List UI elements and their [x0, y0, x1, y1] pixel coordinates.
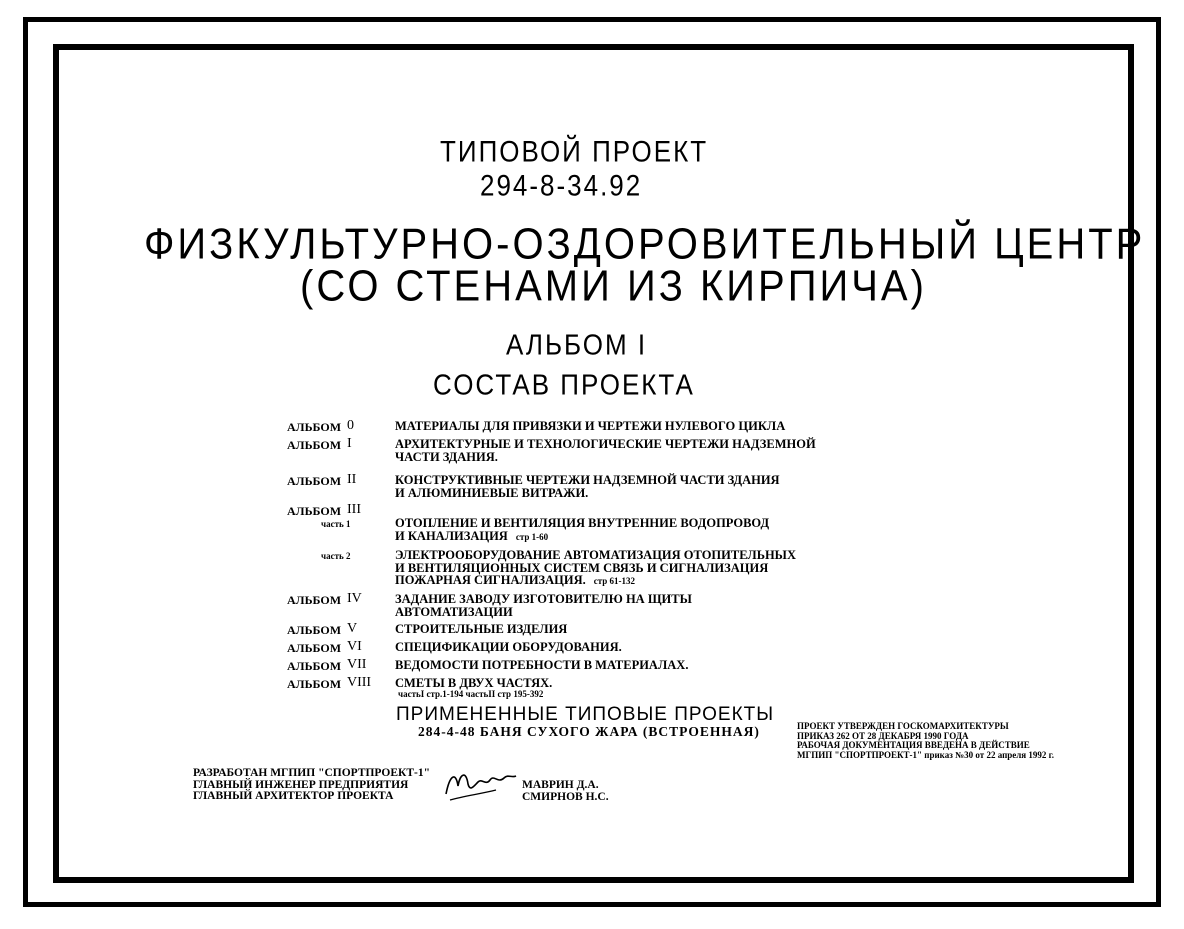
album-description-line: ОТОПЛЕНИЕ И ВЕНТИЛЯЦИЯ ВНУТРЕННИЕ ВОДОПРОВОД — [395, 516, 770, 530]
developer-block — [193, 768, 430, 803]
album-description-line: ЧАСТИ ЗДАНИЯ. — [395, 449, 498, 464]
album-number: III — [347, 502, 361, 517]
album-row-label: АЛЬБОМ — [287, 641, 342, 655]
album-row-label: АЛЬБОМ — [287, 474, 342, 488]
album-description-line: КОНСТРУКТИВНЫЕ ЧЕРТЕЖИ НАДЗЕМНОЙ ЧАСТИ ЗДАНИЯ — [395, 473, 780, 487]
album-description-line — [395, 530, 548, 544]
album-description-line: ВЕДОМОСТИ ПОТРЕБНОСТИ В МАТЕРИАЛАХ. — [395, 658, 689, 672]
chief-engineer-label: ГЛАВНЫЙ ИНЖЕНЕР ПРЕДПРИЯТИЯ — [193, 778, 409, 791]
album-number: V — [347, 621, 358, 636]
album-description-line: И ВЕНТИЛЯЦИОННЫХ СИСТЕМ СВЯЗЬ И СИГНАЛИЗАЦИЯ — [395, 560, 769, 575]
album-number: II — [347, 472, 357, 487]
album-description-line: ЗАДАНИЕ ЗАВОДУ ИЗГОТОВИТЕЛЮ НА ЩИТЫ — [395, 592, 692, 606]
approval-line: РАБОЧАЯ ДОКУМЕНТАЦИЯ ВВЕДЕНА В ДЕЙСТВИЕ — [797, 740, 1030, 750]
approval-line: ПРИКАЗ 262 ОТ 28 ДЕКАБРЯ 1990 ГОДА — [797, 730, 969, 741]
project-title-line2: (СО СТЕНАМИ ИЗ КИРПИЧА) — [300, 262, 927, 311]
album-description-line: СМЕТЫ В ДВУХ ЧАСТЯХ. — [395, 676, 553, 690]
album-description-line — [395, 574, 635, 588]
album-description-line: ЭЛЕКТРООБОРУДОВАНИЕ АВТОМАТИЗАЦИЯ ОТОПИТЕЛЬНЫХ — [395, 548, 796, 562]
project-title-line1: ФИЗКУЛЬТУРНО-ОЗДОРОВИТЕЛЬНЫЙ ЦЕНТР — [144, 220, 1146, 269]
page-range: стр 61-132 — [593, 576, 636, 586]
chief-architect-label: ГЛАВНЫЙ АРХИТЕКТОР ПРОЕКТА — [193, 790, 394, 802]
album-row-label: АЛЬБОМ — [287, 420, 342, 434]
album-number: VII — [347, 657, 367, 672]
album-description-line: МАТЕРИАЛЫ ДЛЯ ПРИВЯЗКИ И ЧЕРТЕЖИ НУЛЕВОГО ЦИКЛА — [395, 419, 786, 433]
album-description-line: АРХИТЕКТУРНЫЕ И ТЕХНОЛОГИЧЕСКИЕ ЧЕРТЕЖИ НАДЗЕМНОЙ — [395, 437, 816, 451]
page-range: стр 1-60 — [515, 531, 549, 542]
album-label: АЛЬБОМ I — [506, 328, 648, 361]
album-row-label: АЛЬБОМ — [287, 677, 342, 691]
album-row-label: АЛЬБОМ — [287, 593, 342, 607]
developer-line: РАЗРАБОТАН МГПИП "СПОРТПРОЕКТ-1" — [193, 767, 430, 779]
approval-line: ПРОЕКТ УТВЕРЖДЕН ГОСКОМАРХИТЕКТУРЫ — [797, 721, 1009, 731]
composition-title: СОСТАВ ПРОЕКТА — [433, 368, 695, 401]
album-description-text: И КАНАЛИЗАЦИЯ — [395, 528, 508, 543]
part-label: часть 1 — [321, 519, 351, 529]
estimate-parts-note: частьI стр.1-194 частьII стр 195-392 — [398, 689, 544, 699]
album-number: I — [347, 436, 352, 451]
signature-image — [440, 764, 520, 806]
project-type-label: ТИПОВОЙ ПРОЕКТ — [440, 134, 709, 169]
album-description-line: СПЕЦИФИКАЦИИ ОБОРУДОВАНИЯ. — [395, 640, 622, 654]
album-row-label: АЛЬБОМ — [287, 659, 342, 673]
album-number: VIII — [347, 675, 372, 690]
album-number: IV — [347, 591, 362, 606]
album-row-label: АЛЬБОМ — [287, 504, 342, 518]
part-label: часть 2 — [321, 551, 351, 561]
album-description-line: И АЛЮМИНИЕВЫЕ ВИТРАЖИ. — [395, 485, 589, 500]
album-description-line: СТРОИТЕЛЬНЫЕ ИЗДЕЛИЯ — [395, 622, 568, 636]
album-description-text: ПОЖАРНАЯ СИГНАЛИЗАЦИЯ. — [395, 573, 586, 587]
album-description-line: АВТОМАТИЗАЦИИ — [395, 604, 513, 619]
approval-block — [797, 722, 1054, 760]
album-row-label: АЛЬБОМ — [287, 623, 342, 637]
approval-line: МГПИП "СПОРТПРОЕКТ-1" приказ №30 от 22 апреля 1992 г. — [797, 749, 1054, 760]
applied-project-item: 284-4-48 БАНЯ СУХОГО ЖАРА (ВСТРОЕННАЯ) — [418, 724, 760, 739]
signatory-name: СМИРНОВ Н.С. — [522, 790, 609, 803]
signatories-block — [522, 780, 609, 803]
signatory-name: МАВРИН Д.А. — [522, 779, 599, 791]
applied-projects-title: ПРИМЕНЕННЫЕ ТИПОВЫЕ ПРОЕКТЫ — [396, 704, 775, 725]
album-row-label: АЛЬБОМ — [287, 438, 342, 452]
project-number: 294-8-34.92 — [480, 168, 643, 203]
album-number: 0 — [347, 418, 354, 433]
album-number: VI — [347, 639, 362, 654]
